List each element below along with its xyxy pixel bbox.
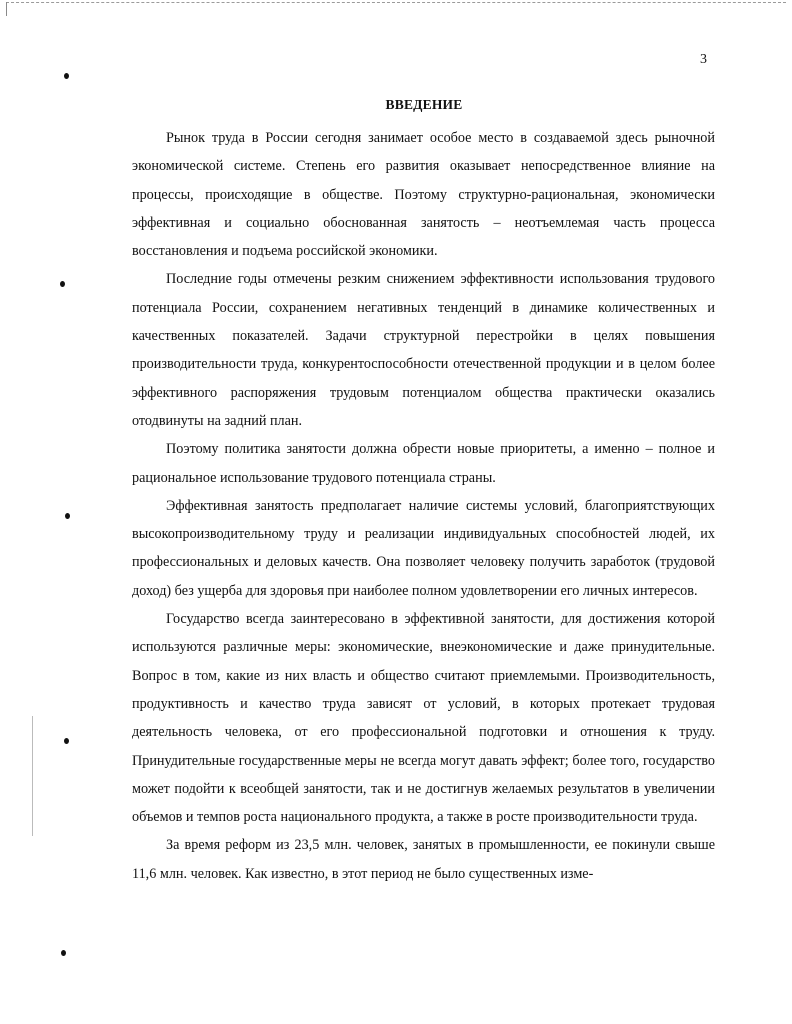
punch-hole-mark bbox=[60, 281, 65, 287]
punch-hole-mark bbox=[64, 738, 69, 744]
scan-edge-line bbox=[6, 2, 786, 3]
scan-corner-mark bbox=[6, 2, 7, 16]
paragraph: Эффективная занятость предполагает наличие системы условий, благоприятствующих высокопроизводительному труду и реализации индивидуальных способностей людей, их профессиональных и деловых качеств. Она позволяет человеку получить заработок (трудовой доход) без ущерба для здоровья при наиболее полном удовлетворении его личных интересов. bbox=[132, 497, 715, 599]
paragraph: За время реформ из 23,5 млн. человек, занятых в промышленности, ее покинули свыше 11,6 млн. человек. Как известно, в этот период не было существенных изме- bbox=[132, 837, 715, 882]
punch-hole-mark bbox=[61, 950, 66, 956]
page-number: 3 bbox=[700, 52, 707, 67]
paragraph: Поэтому политика занятости должна обрести новые приоритеты, а именно – полное и рациональное использование трудового потенциала страны. bbox=[132, 441, 715, 486]
document-body bbox=[132, 124, 715, 888]
punch-hole-mark bbox=[64, 73, 69, 79]
paragraph: Последние годы отмечены резким снижением эффективности использования трудового потенциала России, сохранением негативных тенденций в динамике количественных и качественных показателей. Задачи структурной перестройки в целях повышения производительности труда, конкурентоспособности отечественной продукции и в целом более эффективного распоряжения трудовым потенциалом общества практически оказались отодвинуты на задний план. bbox=[132, 271, 715, 429]
scan-margin-line bbox=[32, 716, 33, 836]
page-title: ВВЕДЕНИЕ bbox=[385, 97, 463, 112]
paragraph: Государство всегда заинтересовано в эффективной занятости, для достижения которой используются различные меры: экономические, внеэкономические и даже принудительные. Вопрос в том, какие из них власть и общество считают приемлемыми. Производительность, продуктивность и качество труда зависят от условий, в которых протекает трудовая деятельность человека, от его профессиональной подготовки и отношения к труду. Принудительные государственные меры не всегда могут давать эффект; более того, государство может подойти к всеобщей занятости, так и не достигнув желаемых результатов в увеличении объемов и темпов роста национального продукта, а также в росте производительности труда. bbox=[132, 611, 715, 826]
punch-hole-mark bbox=[65, 513, 70, 519]
paragraph: Рынок труда в России сегодня занимает особое место в создаваемой здесь рыночной экономической системе. Степень его развития оказывает непосредственное влияние на процессы, происходящие в обществе. Поэтому структурно-рациональная, экономически эффективная и социально обоснованная занятость – неотъемлемая часть процесса восстановления и подъема российской экономики. bbox=[132, 130, 715, 260]
